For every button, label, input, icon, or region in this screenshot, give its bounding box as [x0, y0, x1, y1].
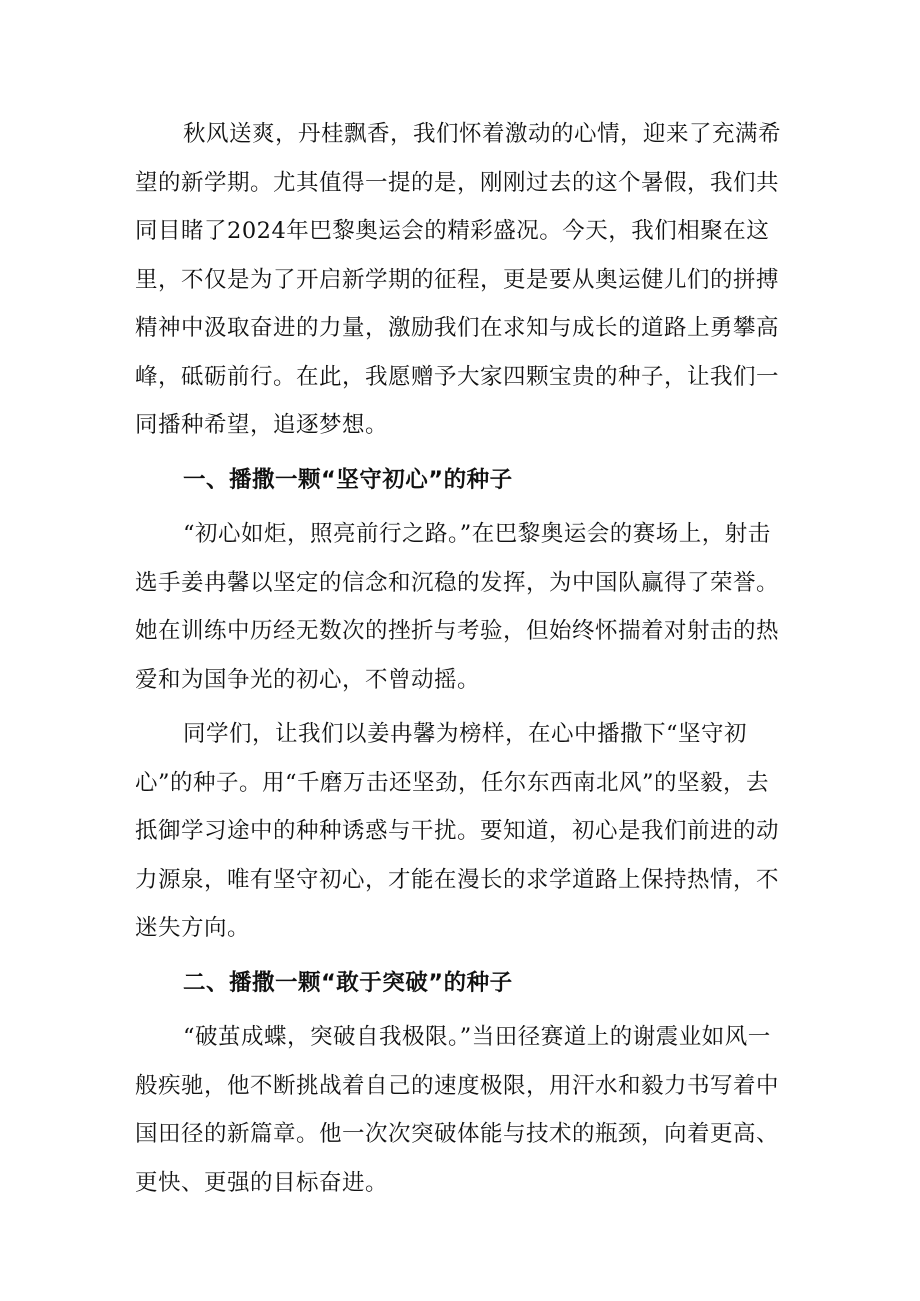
section-2-heading: 二、播撒一颗“敢于突破”的种子: [183, 969, 513, 996]
section-1-heading: 一、播撒一颗“坚守初心”的种子: [183, 466, 513, 493]
document-page: [135, 110, 785, 1213]
section-2-paragraph-1: “破茧成蝶，突破自我极限。”当田径赛道上的谢震业如风一般疾驰，他不断挑战着自己的速度极限，用汗水和毅力书写着中国田径的新篇章。他一次次突破体能与技术的瓶颈，向着更高、更快、更强的目标奋进。: [135, 1024, 780, 1196]
section-1-paragraph-2: 同学们，让我们以姜冉馨为榜样，在心中播撒下“坚守初心”的种子。用“千磨万击还坚劲，任尔东西南北风”的坚毅，去抵御学习途中的种种诱惑与干扰。要知道，初心是我们前进的动力源泉，唯有坚守初心，才能在漫长的求学道路上保持热情，不迷失方向。: [135, 721, 780, 941]
section-1-paragraph-1: “初心如炬，照亮前行之路。”在巴黎奥运会的赛场上，射击选手姜冉馨以坚定的信念和沉稳的发挥，为中国队赢得了荣誉。她在训练中历经无数次的挫折与考验，但始终怀揣着对射击的热爱和为国争光的初心，不曾动摇。: [135, 521, 780, 693]
intro-paragraph: 秋风送爽，丹桂飘香，我们怀着激动的心情，迎来了充满希望的新学期。尤其值得一提的是，刚刚过去的这个暑假，我们共同目睹了2024年巴黎奥运会的精彩盛况。今天，我们相聚在这里，不仅是为了开启新学期的征程，更是要从奥运健儿们的拼搏精神中汲取奋进的力量，激励我们在求知与成长的道路上勇攀高峰，砥砺前行。在此，我愿赠予大家四颗宝贵的种子，让我们一同播种希望，追逐梦想。: [135, 121, 782, 438]
